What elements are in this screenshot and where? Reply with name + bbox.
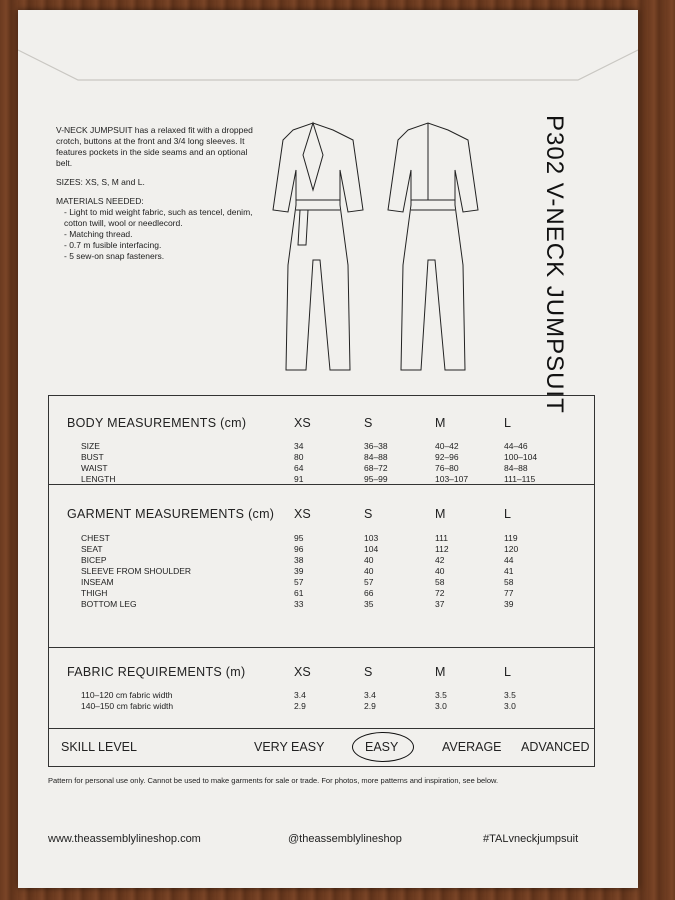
envelope-flap: [18, 10, 638, 110]
col-head-m: M: [435, 507, 446, 521]
col-head-xs: XS: [294, 416, 311, 430]
row-label: SEAT: [81, 544, 103, 554]
value-l: 84–88: [504, 463, 528, 473]
value-xs: 80: [294, 452, 304, 462]
col-head-xs: XS: [294, 507, 311, 521]
value-l: 100–104: [504, 452, 538, 462]
row-label: 110–120 cm fabric width: [81, 690, 173, 700]
value-m: 72: [435, 588, 445, 598]
value-s: 68–72: [364, 463, 388, 473]
materials-item: - Light to mid weight fabric, such as tencel, denim, cotton twill, wool or needlecord.: [64, 207, 256, 229]
materials-item: - Matching thread.: [64, 229, 256, 240]
value-s: 36–38: [364, 441, 388, 451]
row-label: CHEST: [81, 533, 110, 543]
table-row: [49, 588, 594, 597]
row-label: SLEEVE FROM SHOULDER: [81, 566, 192, 576]
pattern-description: [56, 125, 256, 262]
materials-list: [56, 207, 256, 262]
table-row: [49, 555, 594, 564]
table-row: [49, 599, 594, 608]
value-s: 57: [364, 577, 374, 587]
col-head-s: S: [364, 665, 373, 679]
row-label: INSEAM: [81, 577, 114, 587]
col-head-l: L: [504, 416, 511, 430]
value-m: 3.0: [435, 701, 447, 711]
measurements-table: [48, 395, 595, 767]
value-m: 103–107: [435, 474, 469, 484]
row-label: LENGTH: [81, 474, 116, 484]
table-row: [49, 463, 594, 472]
value-l: 119: [504, 533, 518, 543]
value-xs: 39: [294, 566, 304, 576]
value-s: 66: [364, 588, 374, 598]
skill-level-row: [49, 730, 594, 766]
value-s: 40: [364, 566, 374, 576]
value-xs: 3.4: [294, 690, 306, 700]
technical-drawings: [258, 115, 488, 385]
value-l: 77: [504, 588, 514, 598]
value-s: 104: [364, 544, 379, 554]
materials-item: - 0.7 m fusible interfacing.: [64, 240, 256, 251]
value-l: 44: [504, 555, 514, 565]
value-s: 2.9: [364, 701, 376, 711]
sizes-text: SIZES: XS, S, M and L.: [56, 177, 145, 187]
pattern-title: P302 V-NECK JUMPSUIT: [541, 115, 568, 414]
description-intro: V-NECK JUMPSUIT has a relaxed fit with a dropped crotch, buttons at the front and 3/4 long sleeves. It features pockets in the side seams and an optional belt.: [56, 125, 253, 168]
col-head-s: S: [364, 416, 373, 430]
value-s: 40: [364, 555, 374, 565]
row-label: THIGH: [81, 588, 108, 598]
value-xs: 2.9: [294, 701, 306, 711]
table-row: [49, 566, 594, 575]
col-head-xs: XS: [294, 665, 311, 679]
body-measurements-section: [49, 396, 594, 485]
value-s: 95–99: [364, 474, 388, 484]
value-m: 40–42: [435, 441, 459, 451]
row-label: BUST: [81, 452, 104, 462]
value-l: 44–46: [504, 441, 528, 451]
fabric-requirements-section: [49, 648, 594, 729]
garment-measurements-section: [49, 485, 594, 648]
value-xs: 64: [294, 463, 304, 473]
col-head-s: S: [364, 507, 373, 521]
value-m: 58: [435, 577, 445, 587]
garment-heading: GARMENT MEASUREMENTS (cm): [67, 507, 275, 521]
skill-very-easy: VERY EASY: [254, 740, 325, 754]
value-s: 3.4: [364, 690, 376, 700]
table-row: [49, 690, 594, 699]
value-xs: 91: [294, 474, 304, 484]
value-l: 3.0: [504, 701, 516, 711]
materials-heading: MATERIALS NEEDED:: [56, 196, 144, 206]
value-l: 39: [504, 599, 514, 609]
value-xs: 61: [294, 588, 304, 598]
row-label: BICEP: [81, 555, 107, 565]
value-l: 41: [504, 566, 514, 576]
value-xs: 57: [294, 577, 304, 587]
row-label: BOTTOM LEG: [81, 599, 137, 609]
row-label: 140–150 cm fabric width: [81, 701, 174, 711]
col-head-l: L: [504, 665, 511, 679]
hashtag: #TALvneckjumpsuit: [483, 833, 579, 845]
value-m: 40: [435, 566, 445, 576]
value-l: 58: [504, 577, 514, 587]
table-row: [49, 452, 594, 461]
value-s: 84–88: [364, 452, 388, 462]
back-view-drawing: [388, 123, 478, 370]
value-s: 35: [364, 599, 374, 609]
skill-easy: EASY: [365, 740, 399, 754]
materials-item: - 5 sew-on snap fasteners.: [64, 251, 256, 262]
value-m: 76–80: [435, 463, 459, 473]
table-row: [49, 474, 594, 483]
value-l: 111–115: [504, 474, 536, 484]
value-m: 3.5: [435, 690, 447, 700]
row-label: SIZE: [81, 441, 100, 451]
table-row: [49, 577, 594, 586]
value-m: 112: [435, 544, 449, 554]
value-xs: 96: [294, 544, 304, 554]
value-s: 103: [364, 533, 379, 543]
col-head-m: M: [435, 416, 446, 430]
table-row: [49, 701, 594, 710]
value-l: 3.5: [504, 690, 516, 700]
value-xs: 38: [294, 555, 304, 565]
col-head-m: M: [435, 665, 446, 679]
value-xs: 33: [294, 599, 304, 609]
skill-advanced: ADVANCED: [521, 740, 590, 754]
fabric-heading: FABRIC REQUIREMENTS (m): [67, 665, 246, 679]
table-row: [49, 544, 594, 553]
value-m: 92–96: [435, 452, 459, 462]
value-m: 37: [435, 599, 445, 609]
table-row: [49, 533, 594, 542]
website-link: www.theassemblylineshop.com: [48, 833, 201, 845]
social-handle: @theassemblylineshop: [288, 833, 402, 845]
pattern-envelope: [18, 10, 638, 888]
row-label: WAIST: [81, 463, 108, 473]
skill-average: AVERAGE: [442, 740, 502, 754]
col-head-l: L: [504, 507, 511, 521]
value-l: 120: [504, 544, 519, 554]
value-xs: 34: [294, 441, 304, 451]
value-m: 111: [435, 533, 448, 543]
usage-note: Pattern for personal use only. Cannot be used to make garments for sale or trade. For photos, more patterns and inspiration, see below.: [48, 776, 499, 785]
value-xs: 95: [294, 533, 304, 543]
table-row: [49, 441, 594, 450]
skill-label: SKILL LEVEL: [61, 740, 137, 754]
value-m: 42: [435, 555, 445, 565]
body-heading: BODY MEASUREMENTS (cm): [67, 416, 247, 430]
front-view-drawing: [273, 123, 363, 370]
